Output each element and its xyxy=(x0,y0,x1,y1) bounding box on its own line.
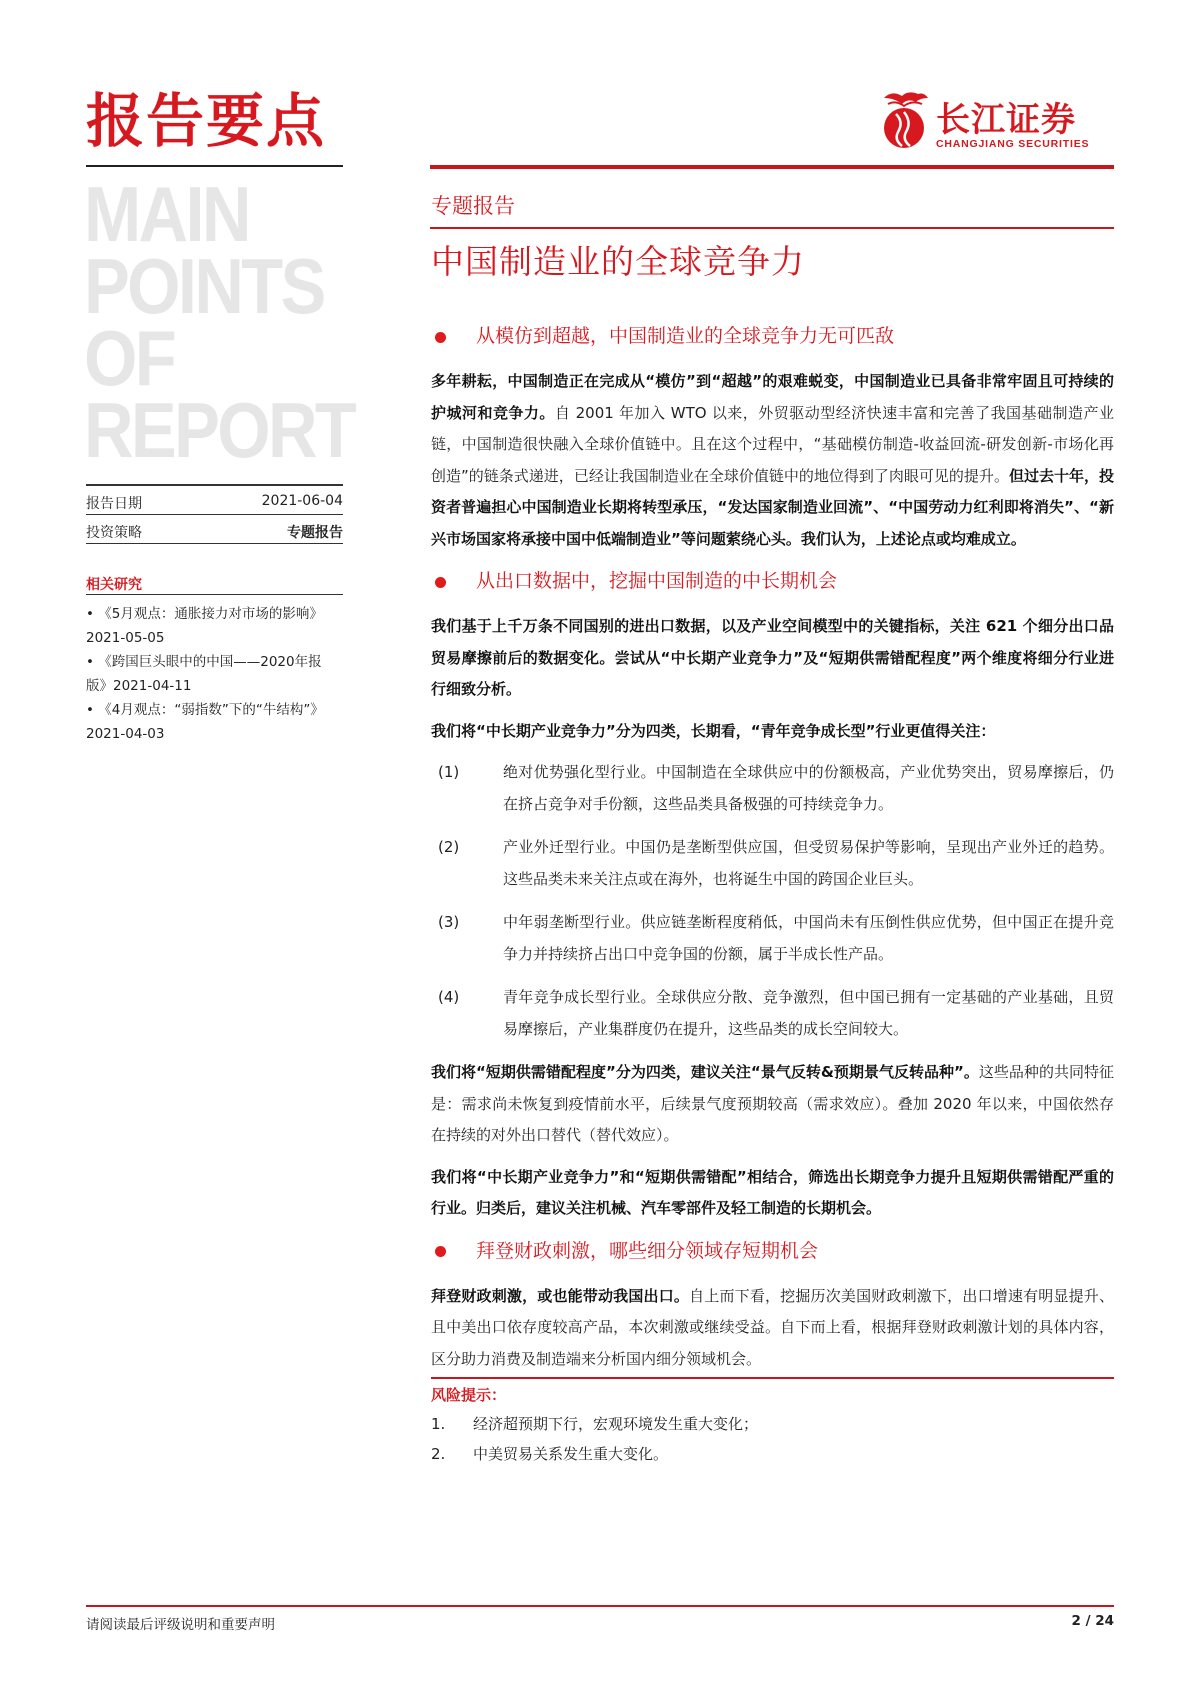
list-number: 1. xyxy=(431,1415,446,1433)
risk-item xyxy=(431,1409,1114,1439)
meta-label: 报告日期 xyxy=(86,496,142,512)
bullet-icon xyxy=(435,577,446,588)
paragraph xyxy=(431,1057,1114,1152)
watermark-text xyxy=(84,170,355,474)
risk-text: 中美贸易关系发生重大变化。 xyxy=(473,1445,669,1463)
list-item xyxy=(431,757,1114,820)
divider xyxy=(431,1377,1114,1379)
related-research-item[interactable] xyxy=(86,650,346,698)
list-item xyxy=(431,982,1114,1045)
list-number: 2. xyxy=(431,1445,446,1463)
main-content xyxy=(431,320,1114,1469)
bold-text: 我们基于上千万条不同国别的进出口数据，以及产业空间模型中的关键指标，关注 621 个细分出口品贸易摩擦前后的数据变化。尝试从“中长期产业竞争力”及“短期供需错配程度”两个维度将细分行业进行细致分析。 xyxy=(431,617,1114,698)
paragraph xyxy=(431,716,1114,748)
watermark-line: MAIN xyxy=(84,170,249,258)
watermark-line: POINTS xyxy=(84,242,324,330)
list-item xyxy=(431,907,1114,970)
bold-text: 多年耕耘，中国制造正在完成从“模仿”到“超越”的艰难蜕变，中国制造业已具备非常牢固且可持续的护城河和竞争力。 xyxy=(431,372,1114,422)
paragraph xyxy=(431,611,1114,706)
bold-text: 我们将“中长期产业竞争力”分为四类，长期看，“青年竞争成长型”行业更值得关注： xyxy=(431,721,996,740)
bold-text: 但过去十年，投资者普遍担心中国制造业长期将转型承压，“发达国家制造业回流”、“中国劳动力红利即将消失”、“新兴市场国家将承接中国中低端制造业”等问题萦绕心头。我们认为，上述论点或均难成立。 xyxy=(431,466,1114,548)
related-research-list xyxy=(86,602,346,746)
logo-name-cn: 长江证券 xyxy=(936,100,1076,140)
related-research-item[interactable] xyxy=(86,602,346,650)
page-title: 报告要点 xyxy=(86,87,327,155)
divider xyxy=(430,227,1114,229)
risk-title: 风险提示： xyxy=(431,1386,507,1404)
bold-text: 拜登财政刺激，或也能带动我国出口。 xyxy=(431,1286,690,1305)
divider xyxy=(86,484,343,486)
numbered-list xyxy=(431,757,1114,1045)
page-number: 2 / 24 xyxy=(1071,1613,1114,1629)
list-number: (3) xyxy=(438,913,460,931)
divider xyxy=(86,165,343,167)
section-heading-text: 拜登财政刺激，哪些细分领域存短期机会 xyxy=(476,1239,819,1262)
section-heading-text: 从出口数据中，挖掘中国制造的中长期机会 xyxy=(476,570,838,593)
section-heading-text: 从模仿到超越，中国制造业的全球竞争力无可匹敌 xyxy=(476,325,895,348)
divider xyxy=(86,594,343,595)
meta-value: 专题报告 xyxy=(287,525,343,541)
meta-value: 2021-06-04 xyxy=(261,493,343,509)
list-text: 产业外迁型行业。中国仍是垄断型供应国，但受贸易保护等影响，呈现出产业外迁的趋势。这些品类未来关注点或在海外，也将诞生中国的跨国企业巨头。 xyxy=(503,838,1114,888)
related-item-date: 2021-05-05 xyxy=(86,630,165,646)
footer-disclaimer: 请阅读最后评级说明和重要声明 xyxy=(86,1617,275,1633)
dragon-emblem-icon xyxy=(878,88,930,150)
related-research-title: 相关研究 xyxy=(86,577,142,593)
paragraph xyxy=(431,1281,1114,1376)
report-title: 中国制造业的全球竞争力 xyxy=(431,242,805,281)
watermark-line: REPORT xyxy=(84,386,355,474)
divider xyxy=(86,514,343,515)
bullet-icon xyxy=(435,332,446,343)
body-text: 自 2001 年加入 WTO 以来，外贸驱动型经济快速丰富和完善了我国基础制造产业链，中国制造很快融入全球价值链中。且在这个过程中，“基础模仿制造-收益回流-研发创新-市场化再创造”的链条式递进，已经让我国制造业在全球价值链中的地位得到了肉眼可见的提升。 xyxy=(431,403,1114,485)
list-number: (2) xyxy=(438,838,460,856)
logo-name-en: CHANGJIANG SECURITIES xyxy=(936,138,1090,150)
list-number: (1) xyxy=(438,763,460,781)
divider xyxy=(430,165,1114,169)
bold-text: 我们将“短期供需错配程度”分为四类，建议关注“景气反转&预期景气反转品种”。 xyxy=(431,1063,979,1081)
related-item-title: • 《4月观点：“弱指数”下的“牛结构”》 xyxy=(86,702,324,718)
related-research-item[interactable] xyxy=(86,698,346,746)
section-heading xyxy=(431,320,1114,354)
risk-item xyxy=(431,1439,1114,1469)
divider xyxy=(86,543,343,544)
company-logo xyxy=(878,88,1089,150)
list-item xyxy=(431,832,1114,895)
list-text: 青年竞争成长型行业。全球供应分散、竞争激烈，但中国已拥有一定基础的产业基础，且贸易摩擦后，产业集群度仍在提升，这些品类的成长空间较大。 xyxy=(503,988,1114,1038)
divider xyxy=(86,1605,1114,1607)
body-text: 自上而下看，挖掘历次美国财政刺激下，出口增速有明显提升、且中美出口依存度较高产品，本次刺激或继续受益。自下而上看，根据拜登财政刺激计划的具体内容，区分助力消费及制造端来分析国内细分领域机会。 xyxy=(431,1286,1114,1368)
watermark-line: OF xyxy=(84,314,175,402)
body-text: 这些品种的共同特征是：需求尚未恢复到疫情前水平，后续景气度预期较高（需求效应）。叠加 2020 年以来，中国依然存在持续的对外出口替代（替代效应）。 xyxy=(431,1063,1114,1144)
list-text: 绝对优势强化型行业。中国制造在全球供应中的份额极高，产业优势突出，贸易摩擦后，仍在挤占竞争对手份额，这些品类具备极强的可持续竞争力。 xyxy=(503,763,1114,813)
list-text: 中年弱垄断型行业。供应链垄断程度稍低，中国尚未有压倒性供应优势，但中国正在提升竞争力并持续挤占出口中竞争国的份额，属于半成长性产品。 xyxy=(503,913,1114,963)
list-number: (4) xyxy=(438,988,460,1006)
meta-row-strategy xyxy=(86,522,343,542)
bold-text: 我们将“中长期产业竞争力”和“短期供需错配”相结合，筛选出长期竞争力提升且短期供需错配严重的行业。归类后，建议关注机械、汽车零部件及轻工制造的长期机会。 xyxy=(431,1167,1114,1217)
risk-text: 经济超预期下行，宏观环境发生重大变化； xyxy=(473,1415,759,1433)
meta-label: 投资策略 xyxy=(86,525,142,541)
section-heading xyxy=(431,565,1114,599)
related-item-date: 2021-04-03 xyxy=(86,726,165,742)
meta-row-date xyxy=(86,493,343,513)
paragraph xyxy=(431,1162,1114,1225)
report-type: 专题报告 xyxy=(431,194,515,218)
paragraph xyxy=(431,366,1114,555)
related-item-title: • 《5月观点：通胀接力对市场的影响》 xyxy=(86,606,323,622)
related-item-title: • 《跨国巨头眼中的中国——2020年报 xyxy=(86,654,322,670)
section-heading xyxy=(431,1235,1114,1269)
bullet-icon xyxy=(435,1246,446,1257)
related-item-date: 版》2021-04-11 xyxy=(86,678,192,694)
